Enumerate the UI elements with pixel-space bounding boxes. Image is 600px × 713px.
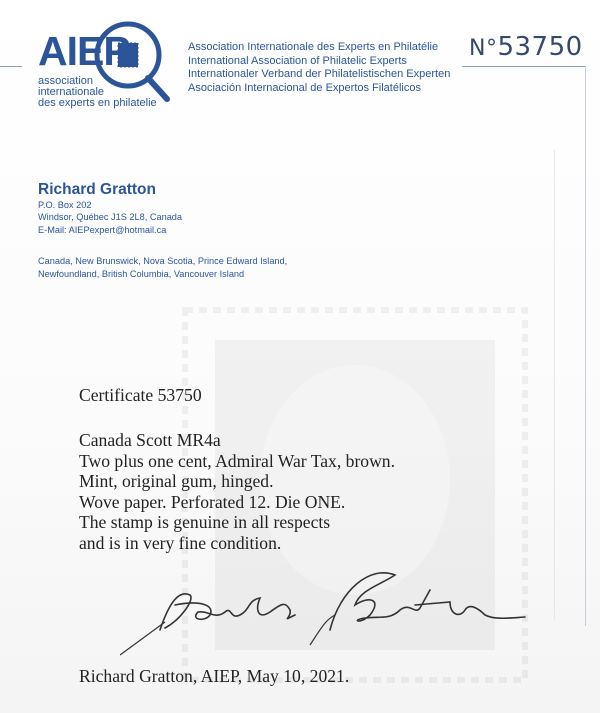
expert-block (38, 181, 182, 236)
logo-wordmark: AIEP (38, 28, 130, 74)
expert-regions (38, 255, 287, 281)
logo-subtitle (38, 76, 157, 109)
certificate-number (469, 32, 583, 62)
frame-rule (585, 66, 586, 626)
certificate-description (79, 430, 395, 553)
header-rule-left (0, 66, 22, 67)
logo-subtitle-line: des experts en philatelie (38, 97, 157, 109)
description-line: Two plus one cent, Admiral War Tax, brown. (79, 450, 396, 471)
expert-name: Richard Gratton (38, 181, 156, 198)
certificate-signoff: Richard Gratton, AIEP, May 10, 2021. (79, 666, 350, 686)
certificate-number-value: 53750 (497, 32, 583, 62)
description-line: Mint, original gum, hinged. (79, 471, 274, 491)
association-name-es: Asociación Internacional de Expertos Filatélicos (188, 81, 421, 94)
logo-subtitle-line: association (38, 75, 94, 87)
description-line: and is in very fine condition. (79, 532, 282, 553)
frame-rule-inner (554, 150, 555, 620)
association-names (188, 41, 450, 95)
association-name-fr: Association Internationale des Experts en Philatélie (188, 41, 439, 53)
association-name-de: Internationaler Verband der Philatelistischen Experten (188, 68, 451, 80)
signature (120, 560, 540, 660)
description-line: The stamp is genuine in all respects (79, 512, 331, 532)
header-rule-right (462, 66, 586, 67)
description-line: Wove paper. Perforated 12. Die ONE. (79, 491, 346, 512)
association-name-en: International Association of Philatelic Experts (188, 54, 407, 67)
description-line: Canada Scott MR4a (79, 430, 221, 450)
regions-line: Canada, New Brunswick, Nova Scotia, Prince Edward Island, (38, 256, 288, 266)
certificate-title: Certificate 53750 (79, 385, 202, 405)
expert-address-line: Windsor, Québec J1S 2L8, Canada (38, 212, 183, 223)
expert-email: E-Mail: AIEPexpert@hotmail.ca (38, 224, 167, 235)
logo-subtitle-line: internationale (38, 86, 105, 98)
certificate-number-prefix: N° (469, 36, 498, 61)
expert-address-line: P.O. Box 202 (38, 200, 92, 210)
regions-line: Newfoundland, British Columbia, Vancouver Island (38, 269, 245, 279)
